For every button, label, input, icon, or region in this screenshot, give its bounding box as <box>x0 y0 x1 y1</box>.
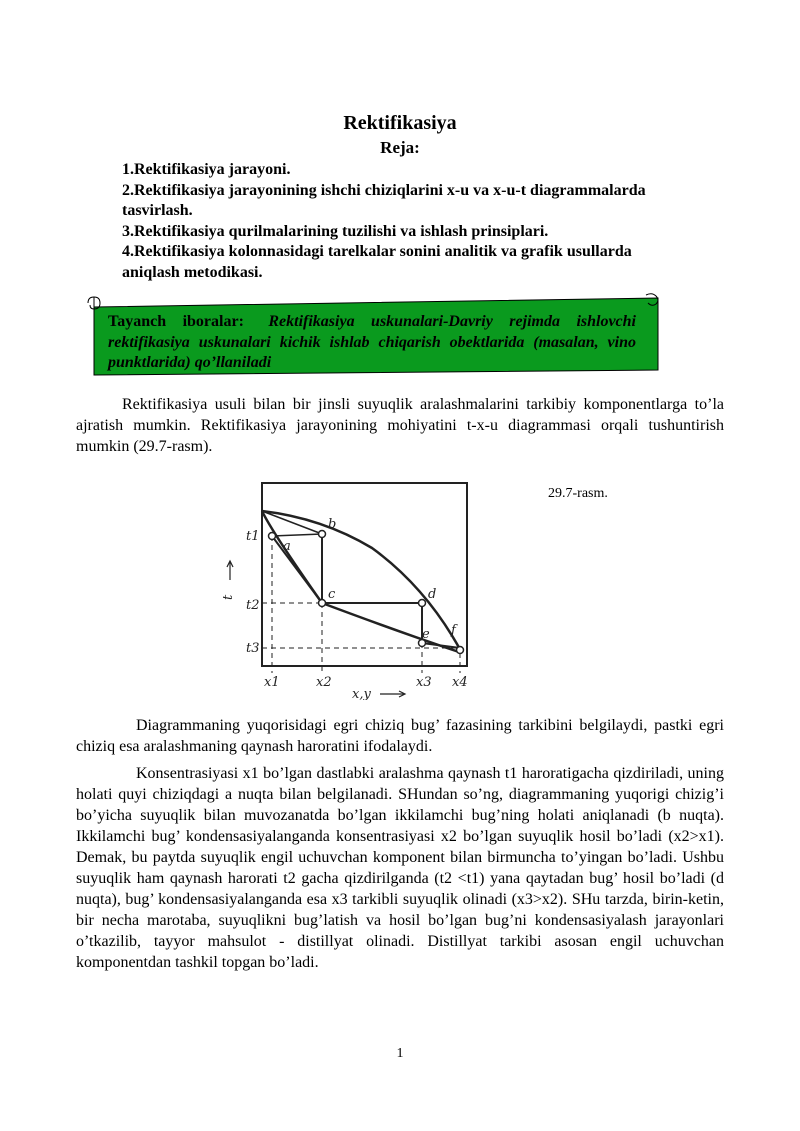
vapor-curve <box>262 511 462 653</box>
x2-label: x2 <box>316 675 332 690</box>
plan-item: 4.Rektifikasiya kolonnasidagi tarelkalar sonini analitik va grafik usullarda aniqlash metodikasi. <box>122 243 632 281</box>
x3-label: x3 <box>416 675 432 690</box>
point-f-label: f <box>451 623 456 638</box>
liquid-curve <box>262 511 462 653</box>
keywords-text <box>108 312 636 374</box>
paragraph: Rektifikasiya usuli bilan bir jinsli suyuqlik aralashmalarini tarkibiy komponentlarga to’la ajratish mumkin. Rektifikasiya jarayonining mohiyatini t-x-u diagrammasi orqali tushuntirish mumkin (29.7-rasm). <box>76 396 724 455</box>
point-d-label: d <box>428 587 437 602</box>
t2-label: t2 <box>246 598 260 613</box>
t1-label: t1 <box>246 529 260 544</box>
plan-item: 1.Rektifikasiya jarayoni. <box>122 161 291 178</box>
plan-list <box>122 160 662 283</box>
page-title: Rektifikasiya <box>343 112 457 134</box>
keywords-body: Rektifikasiya uskunalari-Davriy rejimda ishlovchi rektifikasiya uskunalari kichik ishlab chiqarish obektlarida (masalan, vino punktlarida) qo’llaniladi <box>108 313 636 371</box>
paragraph: Diagrammaning yuqorisidagi egri chiziq bug’ fazasining tarkibini belgilaydi, pastki egri chiziq esa aralashmaning qaynash haroratini ifodalaydi. <box>76 717 724 755</box>
plan-item: 2.Rektifikasiya jarayonining ishchi chiziqlarini x-u va x-u-t diagrammalarda tasvirlash. <box>122 181 646 219</box>
point-e-label: e <box>422 627 430 642</box>
point-b-label: b <box>328 517 337 532</box>
page-number: 1 <box>396 1046 404 1061</box>
axis-x-label: x,y <box>352 687 371 700</box>
txy-diagram-svg <box>212 478 502 700</box>
axis-y-label: t <box>221 594 236 600</box>
x4-label: x4 <box>452 675 468 690</box>
paragraph: Konsentrasiyasi x1 bo’lgan dastlabki aralashma qaynash t1 haroratigacha qizdiriladi, uning holati quyi chiziqdagi a nuqta bilan belgilanadi. SHundan so’ng, diagrammaning yuqorigi chizig’i bo’yicha suyuqlik bilan muvozanatda bo’lgan ikkilamchi bug’ning holati aniqlanadi (b nuqta). Ikkilamchi bug’ kondensasiyalanganda konsentrasiyasi x2 bo’lgan suyuqlik hosil bo’ladi (x2>x1). Demak, bu paytda suyuqlik engil uchuvchan komponent bilan birmuncha to’yingan bo’ladi. Ushbu suyuqlik ham qaynash harorati t2 gacha qizdirilganda (t2 <t1) yana qaytadan bug’ hosil bo’ladi (d nuqta), bug’ kondensasiyalanganda esa x3 tarkibli suyuqlik olinadi (x3>x2). SHu tarzda, birin-ketin, bir necha marotaba, suyuqlikni bug’latish va hosil bo’lgan bug’ni kondensasiyalash jarayonlari o’tkazilib, tayyor mahsulot - distillyat olinadi. Distillyat tarkibi asosan engil uchuvchan komponentdan tashkil topgan bo’ladi. <box>76 765 724 971</box>
keywords-label: Tayanch iboralar: <box>108 313 244 330</box>
t3-label: t3 <box>246 641 260 656</box>
figure-caption: 29.7-rasm. <box>548 486 608 501</box>
point-c-label: c <box>328 587 336 602</box>
diagram-frame <box>262 483 467 666</box>
plan-item: 3.Rektifikasiya qurilmalarining tuzilishi va ishlash prinsiplari. <box>122 222 549 240</box>
txy-diagram <box>212 478 502 700</box>
point-a-label: a <box>283 539 291 554</box>
plan-heading: Reja: <box>380 138 420 157</box>
diagonal-line <box>272 536 322 603</box>
x1-label: x1 <box>264 675 280 690</box>
